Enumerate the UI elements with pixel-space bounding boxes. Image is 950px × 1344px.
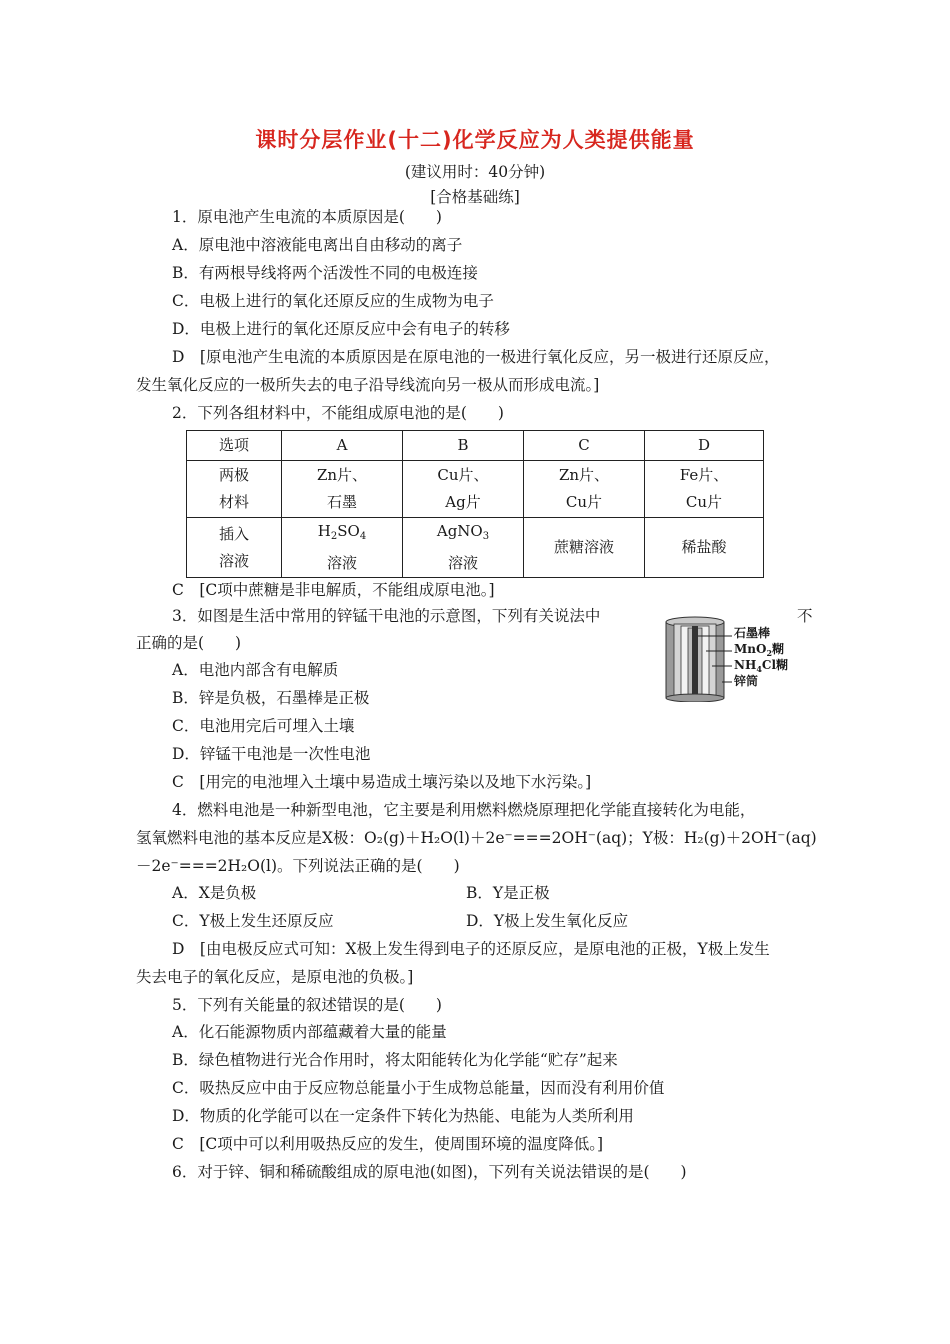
q3-answer: C [用完的电池埋入土壤中易造成土壤污染以及地下水污染。] [172, 773, 592, 791]
q4-option-d: D．Y极上发生氧化反应 [466, 912, 629, 930]
q4-option-a: A．X是负极 [172, 884, 257, 902]
label-zinc-can: 锌筒 [734, 674, 759, 688]
q3-option-a: A．电池内部含有电解质 [172, 661, 339, 679]
section-heading: [合格基础练] [430, 188, 520, 206]
table-cell: AgNO$_3$ 溶液 [403, 518, 524, 578]
materials-table [186, 430, 764, 578]
label-graphite-rod: 石墨棒 [734, 626, 771, 640]
q1-option-d: D．电极上进行的氧化还原反应中会有电子的转移 [172, 320, 510, 338]
table-cell: 稀盐酸 [645, 518, 764, 578]
table-header-row [187, 431, 764, 461]
q1-stem: 1．原电池产生电流的本质原因是( ) [172, 208, 442, 226]
label-mno2-paste: MnO$_2$糊 [734, 642, 785, 658]
table-row [187, 461, 764, 518]
q2-stem: 2．下列各组材料中，不能组成原电池的是( ) [172, 404, 504, 422]
table-cell: 插入 溶液 [187, 518, 282, 578]
q4-stem-line3: －2e⁻===2H₂O(l)。下列说法正确的是( ) [136, 857, 460, 875]
q1-option-b: B．有两根导线将两个活泼性不同的电极连接 [172, 264, 478, 282]
q1-answer-line2: 发生氧化反应的一极所失去的电子沿导线流向另一极从而形成电流。] [136, 376, 600, 394]
table-header-cell: C [524, 431, 645, 461]
table-header-cell: 选项 [187, 431, 282, 461]
table-cell: $H_2SO_4$ 溶液 [282, 518, 403, 578]
q5-option-d: D．物质的化学能可以在一定条件下转化为热能、电能为人类所利用 [172, 1107, 634, 1125]
table-cell: Zn片、 Cu片 [524, 461, 645, 518]
table-cell: Cu片、 Ag片 [403, 461, 524, 518]
q1-option-c: C．电极上进行的氧化还原反应的生成物为电子 [172, 292, 494, 310]
q5-option-c: C．吸热反应中由于反应物总能量小于生成物总能量，因而没有利用价值 [172, 1079, 665, 1097]
q1-option-a: A．原电池中溶液能电离出自由移动的离子 [172, 236, 463, 254]
q4-answer-line1: D [由电极反应式可知：X极上发生得到电子的还原反应，是原电池的正极，Y极上发生 [172, 940, 770, 958]
table-cell: Fe片、 Cu片 [645, 461, 764, 518]
table-row [187, 518, 764, 578]
q3-stem-line2: 正确的是( ) [136, 634, 242, 652]
q4-stem-line1: 4．燃料电池是一种新型电池，它主要是利用燃料燃烧原理把化学能直接转化为电能， [172, 801, 756, 819]
q3-option-d: D．锌锰干电池是一次性电池 [172, 745, 371, 763]
q4-answer-line2: 失去电子的氧化反应，是原电池的负极。] [136, 968, 414, 986]
q6-stem: 6．对于锌、铜和稀硫酸组成的原电池(如图)，下列有关说法错误的是( ) [172, 1163, 687, 1181]
q3-stem-line1: 3．如图是生活中常用的锌锰干电池的示意图，下列有关说法中 [172, 607, 601, 625]
q1-answer-line1: D [原电池产生电流的本质原因是在原电池的一极进行氧化反应，另一极进行还原反应， [172, 348, 780, 366]
table-cell: 蔗糖溶液 [524, 518, 645, 578]
dry-cell-diagram [664, 616, 814, 706]
table-cell: Zn片、 石墨 [282, 461, 403, 518]
q5-option-b: B．绿色植物进行光合作用时，将太阳能转化为化学能“贮存”起来 [172, 1051, 618, 1069]
q4-stem-line2: 氢氧燃料电池的基本反应是X极：O₂(g)＋H₂O(l)＋2e⁻===2OH⁻(aq)；Y极：H₂(g)＋2OH⁻(aq) [136, 829, 817, 847]
q2-answer: C [C项中蔗糖是非电解质，不能组成原电池。] [172, 581, 495, 599]
table-header-cell: D [645, 431, 764, 461]
q5-option-a: A．化石能源物质内部蕴藏着大量的能量 [172, 1023, 447, 1041]
suggested-time: (建议用时：40分钟) [404, 163, 546, 181]
q5-stem: 5．下列有关能量的叙述错误的是( ) [172, 996, 442, 1014]
label-nh4cl-paste: $NH_4Cl$糊 [734, 658, 789, 674]
q5-answer: C [C项中可以利用吸热反应的发生，使周围环境的温度降低。] [172, 1135, 604, 1153]
q3-option-c: C．电池用完后可埋入土壤 [172, 717, 355, 735]
q3-stem-not: 不 [797, 607, 813, 625]
table-header-cell: A [282, 431, 403, 461]
q4-option-c: C．Y极上发生还原反应 [172, 912, 334, 930]
table-cell: 两极 材料 [187, 461, 282, 518]
table-header-cell: B [403, 431, 524, 461]
q4-option-b: B．Y是正极 [466, 884, 550, 902]
page-title: 课时分层作业(十二)化学反应为人类提供能量 [255, 128, 695, 152]
q3-option-b: B．锌是负极，石墨棒是正极 [172, 689, 370, 707]
